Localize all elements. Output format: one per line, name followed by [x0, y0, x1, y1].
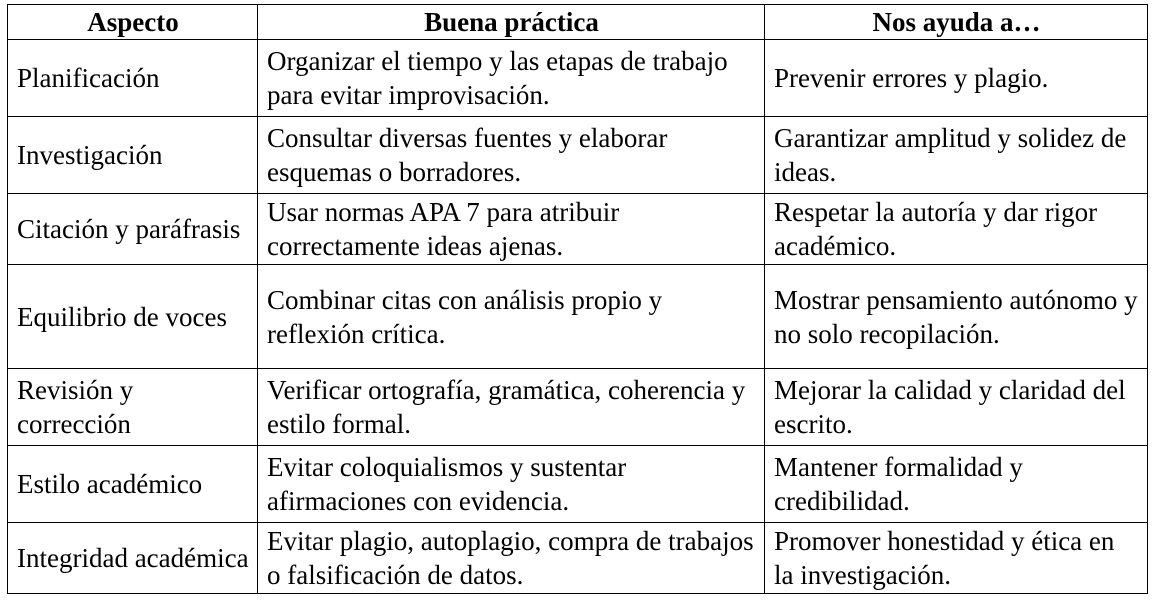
header-aspecto: Aspecto [8, 5, 258, 40]
benefit-cell: Mantener formalidad y credibilidad. [765, 446, 1148, 523]
aspect-cell: Revisión y corrección [8, 369, 258, 446]
practice-cell: Organizar el tiempo y las etapas de trabajo para evitar improvisación. [258, 40, 765, 117]
good-practices-table [7, 4, 1148, 594]
table-row [8, 117, 1148, 194]
table-row [8, 369, 1148, 446]
aspect-cell: Investigación [8, 117, 258, 194]
aspect-cell: Citación y paráfrasis [8, 194, 258, 265]
header-nos-ayuda: Nos ayuda a… [765, 5, 1148, 40]
table-header-row [8, 5, 1148, 40]
benefit-cell: Respetar la autoría y dar rigor académico. [765, 194, 1148, 265]
practice-cell: Evitar coloquialismos y sustentar afirmaciones con evidencia. [258, 446, 765, 523]
benefit-cell: Mejorar la calidad y claridad del escrito. [765, 369, 1148, 446]
practice-cell: Consultar diversas fuentes y elaborar esquemas o borradores. [258, 117, 765, 194]
benefit-cell: Garantizar amplitud y solidez de ideas. [765, 117, 1148, 194]
table-row [8, 194, 1148, 265]
aspect-cell: Integridad académica [8, 523, 258, 594]
table-row [8, 446, 1148, 523]
table-row [8, 265, 1148, 369]
aspect-cell: Estilo académico [8, 446, 258, 523]
table-row [8, 523, 1148, 594]
benefit-cell: Promover honestidad y ética en la investigación. [765, 523, 1148, 594]
aspect-cell: Equilibrio de voces [8, 265, 258, 369]
benefit-cell: Mostrar pensamiento autónomo y no solo recopilación. [765, 265, 1148, 369]
benefit-cell: Prevenir errores y plagio. [765, 40, 1148, 117]
practice-cell: Combinar citas con análisis propio y reflexión crítica. [258, 265, 765, 369]
practice-cell: Usar normas APA 7 para atribuir correctamente ideas ajenas. [258, 194, 765, 265]
practice-cell: Evitar plagio, autoplagio, compra de trabajos o falsificación de datos. [258, 523, 765, 594]
aspect-cell: Planificación [8, 40, 258, 117]
table-row [8, 40, 1148, 117]
header-buena-practica: Buena práctica [258, 5, 765, 40]
practice-cell: Verificar ortografía, gramática, coherencia y estilo formal. [258, 369, 765, 446]
